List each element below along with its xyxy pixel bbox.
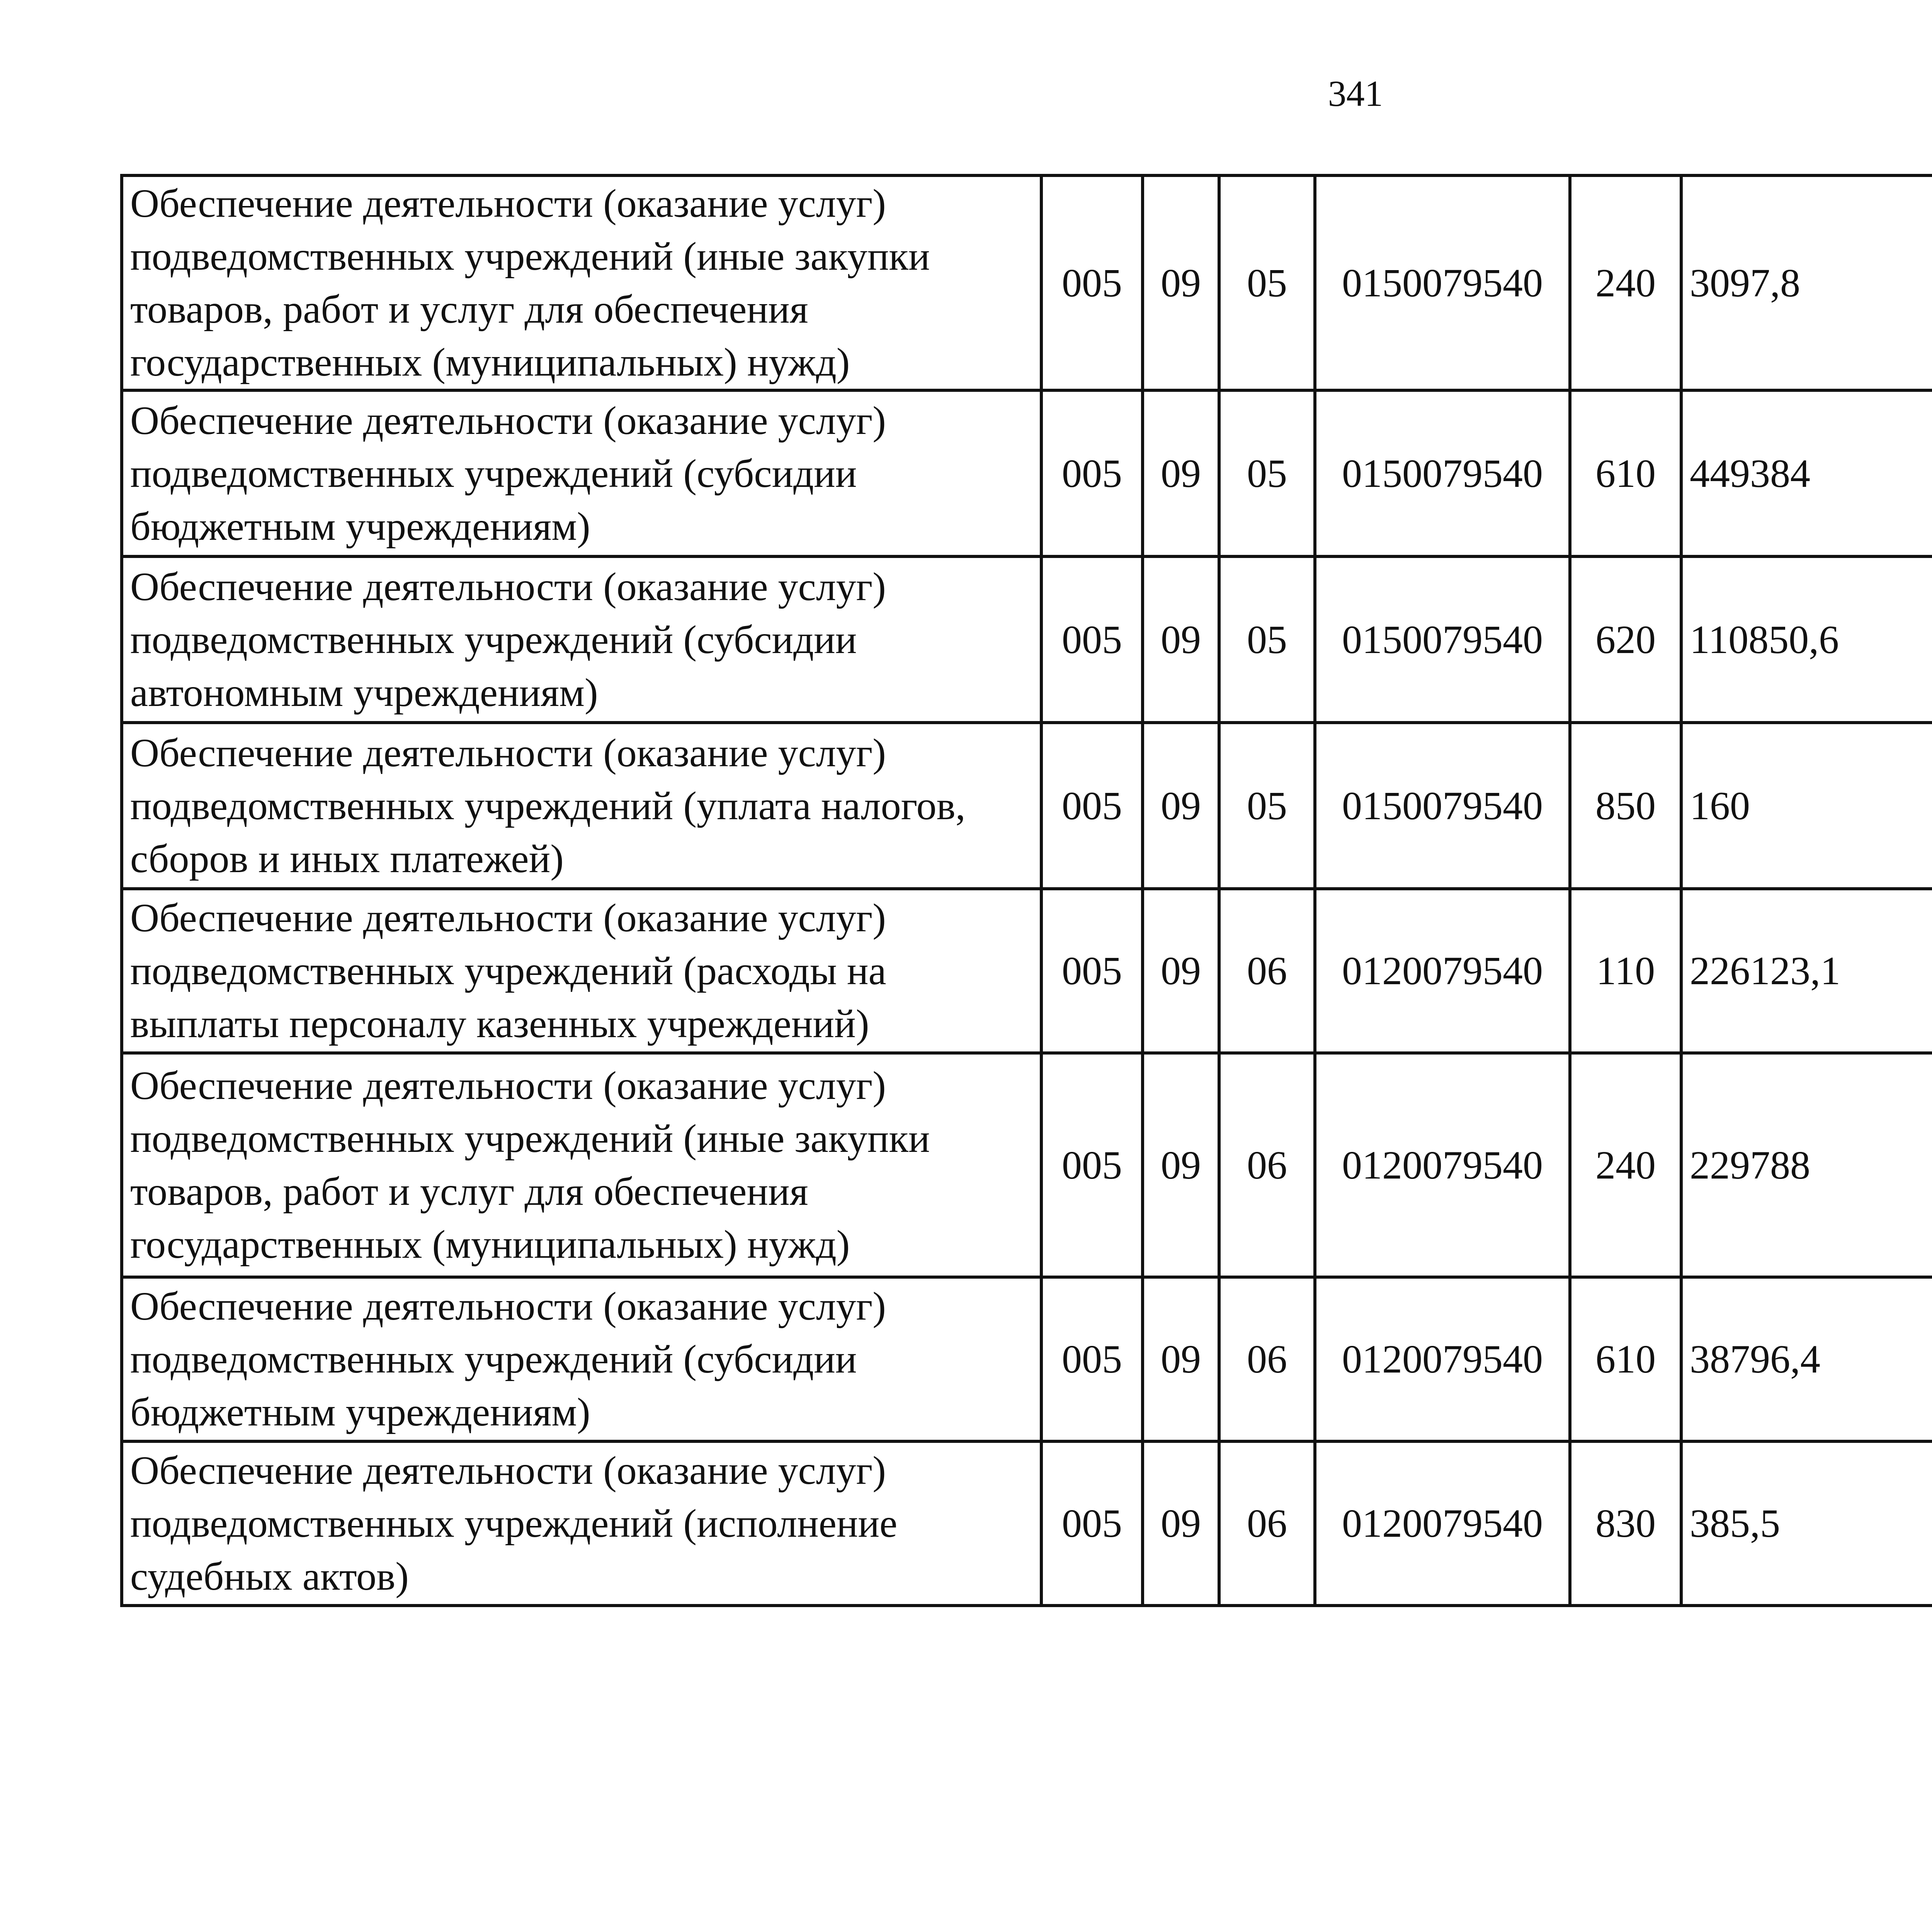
- section-code-cell: 09: [1143, 723, 1219, 889]
- description-cell: Обеспечение деятельности (оказание услуг) подведомственных учреждений (субсидии бюджетным учреждениям): [122, 1277, 1041, 1441]
- section-code-cell: 09: [1143, 390, 1219, 556]
- target-article-cell: 0120079540: [1315, 1053, 1570, 1277]
- subsection-code-cell: 05: [1219, 390, 1315, 556]
- ministry-code-cell: 005: [1041, 556, 1143, 723]
- table-row: [122, 556, 1932, 723]
- description-cell: Обеспечение деятельности (оказание услуг) подведомственных учреждений (субсидии автономным учреждениям): [122, 556, 1041, 723]
- amount-year-1-cell: 226123,1: [1681, 889, 1932, 1053]
- table-row: [122, 390, 1932, 556]
- ministry-code-cell: 005: [1041, 1441, 1143, 1606]
- section-code-cell: 09: [1143, 175, 1219, 390]
- subsection-code-cell: 06: [1219, 1053, 1315, 1277]
- target-article-cell: 0150079540: [1315, 390, 1570, 556]
- target-article-cell: 0150079540: [1315, 723, 1570, 889]
- ministry-code-cell: 005: [1041, 723, 1143, 889]
- description-cell: Обеспечение деятельности (оказание услуг) подведомственных учреждений (иные закупки товаров, работ и услуг для обеспечения государственных (муниципальных) нужд): [122, 175, 1041, 390]
- table-row: [122, 1053, 1932, 1277]
- subsection-code-cell: 05: [1219, 723, 1315, 889]
- ministry-code-cell: 005: [1041, 175, 1143, 390]
- expense-type-cell: 620: [1570, 556, 1681, 723]
- target-article-cell: 0120079540: [1315, 1441, 1570, 1606]
- ministry-code-cell: 005: [1041, 390, 1143, 556]
- description-cell: Обеспечение деятельности (оказание услуг) подведомственных учреждений (расходы на выплаты персоналу казенных учреждений): [122, 889, 1041, 1053]
- expense-type-cell: 110: [1570, 889, 1681, 1053]
- table-row: [122, 1441, 1932, 1606]
- expense-type-cell: 850: [1570, 723, 1681, 889]
- page-number: 341: [1328, 73, 1383, 114]
- section-code-cell: 09: [1143, 1053, 1219, 1277]
- table-row: [122, 1277, 1932, 1441]
- description-cell: Обеспечение деятельности (оказание услуг) подведомственных учреждений (иные закупки товаров, работ и услуг для обеспечения государственных (муниципальных) нужд): [122, 1053, 1041, 1277]
- budget-table: [120, 174, 1932, 1607]
- subsection-code-cell: 06: [1219, 1441, 1315, 1606]
- description-cell: Обеспечение деятельности (оказание услуг) подведомственных учреждений (уплата налогов, сборов и иных платежей): [122, 723, 1041, 889]
- expense-type-cell: 240: [1570, 1053, 1681, 1277]
- target-article-cell: 0120079540: [1315, 1277, 1570, 1441]
- subsection-code-cell: 05: [1219, 175, 1315, 390]
- ministry-code-cell: 005: [1041, 889, 1143, 1053]
- section-code-cell: 09: [1143, 1441, 1219, 1606]
- subsection-code-cell: 05: [1219, 556, 1315, 723]
- expense-type-cell: 610: [1570, 390, 1681, 556]
- subsection-code-cell: 06: [1219, 889, 1315, 1053]
- amount-year-1-cell: 110850,6: [1681, 556, 1932, 723]
- table-row: [122, 723, 1932, 889]
- amount-year-1-cell: 385,5: [1681, 1441, 1932, 1606]
- table-row: [122, 889, 1932, 1053]
- expense-type-cell: 830: [1570, 1441, 1681, 1606]
- description-cell: Обеспечение деятельности (оказание услуг) подведомственных учреждений (субсидии бюджетным учреждениям): [122, 390, 1041, 556]
- table-row: [122, 175, 1932, 390]
- expense-type-cell: 240: [1570, 175, 1681, 390]
- budget-table-body: [122, 175, 1932, 1606]
- section-code-cell: 09: [1143, 889, 1219, 1053]
- amount-year-1-cell: 3097,8: [1681, 175, 1932, 390]
- amount-year-1-cell: 449384: [1681, 390, 1932, 556]
- description-cell: Обеспечение деятельности (оказание услуг) подведомственных учреждений (исполнение судебных актов): [122, 1441, 1041, 1606]
- ministry-code-cell: 005: [1041, 1277, 1143, 1441]
- amount-year-1-cell: 229788: [1681, 1053, 1932, 1277]
- section-code-cell: 09: [1143, 1277, 1219, 1441]
- target-article-cell: 0120079540: [1315, 889, 1570, 1053]
- section-code-cell: 09: [1143, 556, 1219, 723]
- expense-type-cell: 610: [1570, 1277, 1681, 1441]
- subsection-code-cell: 06: [1219, 1277, 1315, 1441]
- amount-year-1-cell: 38796,4: [1681, 1277, 1932, 1441]
- amount-year-1-cell: 160: [1681, 723, 1932, 889]
- target-article-cell: 0150079540: [1315, 556, 1570, 723]
- ministry-code-cell: 005: [1041, 1053, 1143, 1277]
- target-article-cell: 0150079540: [1315, 175, 1570, 390]
